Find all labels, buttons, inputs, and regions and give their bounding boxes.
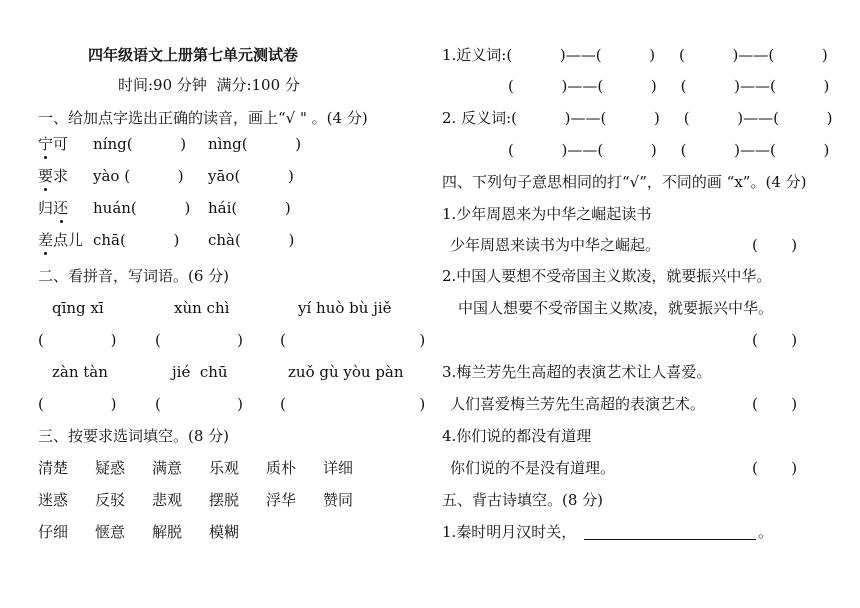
pinyin-prompt: xùn chì [174,299,230,317]
reading-option[interactable]: yāo( ) [208,167,294,185]
section4-heading: 四、下列句子意思相同的打“√”，不同的画 “x”。(4 分) [442,173,807,191]
emphasis-dot [60,220,63,223]
word-choice: 反驳 [95,491,126,509]
emphasis-dot [44,156,47,159]
pinyin-prompt: jié chū [172,363,228,381]
sentence-b: 你们说的不是没有道理。 [450,459,616,477]
judgement-box[interactable]: ( ) [752,236,798,254]
emphasis-dot [44,252,47,255]
word-choice: 惬意 [95,523,126,541]
synonyms-line[interactable]: ( )——( ) ( )——( ) [508,77,830,95]
word-choice: 乐观 [209,459,240,477]
exam-subtitle: 时间:90 分钟 满分:100 分 [118,76,300,94]
word-choice: 解脱 [152,523,183,541]
synonyms-line[interactable]: 1.近义词:( )——( ) ( )——( ) [442,46,828,64]
sentence-a: 4.你们说的都没有道理 [442,427,592,445]
word-choice: 摆脱 [209,491,240,509]
answer-blank[interactable]: ( ) [38,395,117,413]
sentence-b: 少年周恩来读书为中华之崛起。 [450,236,661,254]
word-choice: 详细 [323,459,354,477]
reading-option[interactable]: níng( ) [93,135,187,153]
reading-option[interactable]: yào ( ) [93,167,184,185]
antonyms-line[interactable]: ( )——( ) ( )——( ) [508,141,830,159]
emphasis-dot [44,188,47,191]
sentence-a: 1.少年周恩来为中华之崛起读书 [442,205,652,223]
answer-blank[interactable]: ( ) [155,395,243,413]
section5-heading: 五、背古诗填空。(8 分) [442,491,604,509]
page-title: 四年级语文上册第七单元测试卷 [88,46,299,64]
section1-word: 要求 [38,167,69,185]
poem-fill-blank[interactable] [584,539,756,540]
word-choice: 迷惑 [38,491,69,509]
word-choice: 模糊 [209,523,240,541]
word-choice: 清楚 [38,459,69,477]
section1-word: 宁可 [38,135,69,153]
judgement-box[interactable]: ( ) [752,459,798,477]
word-choice: 悲观 [152,491,183,509]
reading-option[interactable]: huán( ) [93,199,191,217]
answer-blank[interactable]: ( ) [38,331,117,349]
pinyin-prompt: qīng xī [52,299,104,317]
word-choice: 疑惑 [95,459,126,477]
pinyin-prompt: yí huò bù jiě [298,299,392,317]
section1-word: 归还 [38,199,69,217]
reading-option[interactable]: hái( ) [208,199,291,217]
word-choice: 满意 [152,459,183,477]
sentence-b: 人们喜爱梅兰芳先生高超的表演艺术。 [450,395,706,413]
reading-option[interactable]: chā( ) [93,231,180,249]
word-choice: 浮华 [266,491,297,509]
reading-option[interactable]: nìng( ) [208,135,302,153]
reading-option[interactable]: chà( ) [208,231,295,249]
pinyin-prompt: zàn tàn [52,363,108,381]
sentence-a: 2.中国人要想不受帝国主义欺凌，就要振兴中华。 [442,267,772,285]
sentence-b: 中国人想要不受帝国主义欺凌，就要振兴中华。 [458,299,774,317]
word-choice: 质朴 [266,459,297,477]
judgement-box[interactable]: ( ) [752,395,798,413]
section1-heading: 一、给加点字选出正确的读音，画上“√ " 。(4 分) [38,109,368,127]
answer-blank[interactable]: ( ) [280,395,426,413]
word-choice: 仔细 [38,523,69,541]
section2-heading: 二、看拼音，写词语。(6 分) [38,267,230,285]
antonyms-line[interactable]: 2. 反义词:( )——( ) ( )——( ) [442,109,833,127]
sentence-a: 3.梅兰芳先生高超的表演艺术让人喜爱。 [442,363,712,381]
section1-word: 差点儿 [38,231,84,249]
section3-heading: 三、按要求选词填空。(8 分) [38,427,230,445]
pinyin-prompt: zuǒ gù yòu pàn [288,363,404,381]
poem-line: 1.秦时明月汉时关， [442,523,577,541]
word-choice: 赞同 [323,491,354,509]
judgement-box[interactable]: ( ) [752,331,798,349]
answer-blank[interactable]: ( ) [155,331,243,349]
poem-line-end: 。 [758,523,774,541]
answer-blank[interactable]: ( ) [280,331,426,349]
